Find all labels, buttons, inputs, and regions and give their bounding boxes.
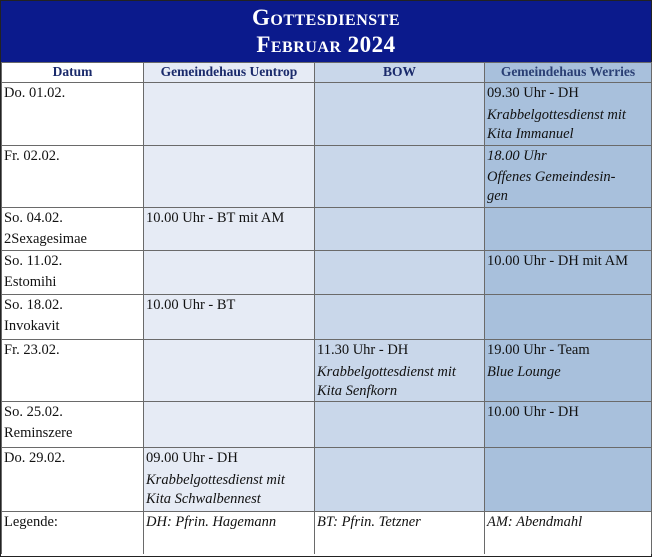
sunday-name: 2Sexagesimae <box>4 231 87 247</box>
table-row <box>2 208 652 251</box>
service-time: 18.00 Uhr <box>487 148 547 164</box>
date-cell <box>2 208 144 251</box>
schedule-table <box>1 62 652 554</box>
table-row <box>2 83 652 146</box>
service-time: 19.00 Uhr - Team <box>487 342 590 358</box>
uentrop-cell <box>144 208 315 251</box>
date-text: Fr. 02.02. <box>4 148 60 164</box>
header-row <box>2 63 652 83</box>
werries-cell <box>485 448 652 512</box>
service-desc: Krabbelgottesdienst mit <box>487 107 626 123</box>
legend-label-text: Legende: <box>4 514 58 530</box>
bow-cell <box>315 208 485 251</box>
werries-cell <box>485 146 652 208</box>
date-text: So. 04.02. <box>4 210 63 226</box>
table-row <box>2 448 652 512</box>
uentrop-cell <box>144 146 315 208</box>
bow-cell <box>315 146 485 208</box>
service-desc: Kita Immanuel <box>487 126 574 142</box>
legend-entry-bt <box>315 512 485 554</box>
uentrop-cell <box>144 295 315 340</box>
page-title <box>1 1 651 62</box>
date-text: So. 11.02. <box>4 253 63 269</box>
service-desc: Kita Senfkorn <box>317 383 398 399</box>
service-time: 10.00 Uhr - BT <box>146 297 236 313</box>
bow-cell <box>315 448 485 512</box>
sunday-name: Estomihi <box>4 274 57 290</box>
legend-entry-am <box>485 512 652 554</box>
date-text: So. 18.02. <box>4 297 63 313</box>
uentrop-cell <box>144 83 315 146</box>
werries-cell <box>485 295 652 340</box>
date-cell <box>2 402 144 448</box>
uentrop-cell <box>144 340 315 402</box>
legend-bt-text: BT: Pfrin. Tetzner <box>317 514 421 530</box>
date-cell <box>2 340 144 402</box>
service-desc: gen <box>487 188 508 204</box>
werries-cell <box>485 83 652 146</box>
service-time: 10.00 Uhr - DH <box>487 404 579 420</box>
date-text: So. 25.02. <box>4 404 63 420</box>
title-line-1: Gottesdienste <box>252 5 400 30</box>
uentrop-cell <box>144 251 315 295</box>
legend-row <box>2 512 652 554</box>
werries-cell <box>485 402 652 448</box>
legend-dh-text: DH: Pfrin. Hagemann <box>146 514 277 530</box>
werries-cell <box>485 208 652 251</box>
legend-entry-dh <box>144 512 315 554</box>
legend-label <box>2 512 144 554</box>
bow-cell <box>315 295 485 340</box>
header-bow: BOW <box>315 63 485 83</box>
service-desc: Blue Lounge <box>487 364 561 380</box>
date-cell <box>2 251 144 295</box>
service-time: 11.30 Uhr - DH <box>317 342 409 358</box>
service-time: 09.00 Uhr - DH <box>146 450 238 466</box>
bow-cell <box>315 402 485 448</box>
date-cell <box>2 83 144 146</box>
service-time: 09.30 Uhr - DH <box>487 85 579 101</box>
service-desc: Kita Schwalbennest <box>146 491 261 507</box>
header-datum: Datum <box>2 63 144 83</box>
date-text: Do. 29.02. <box>4 450 66 466</box>
sunday-name: Invokavit <box>4 318 60 334</box>
table-row <box>2 402 652 448</box>
sunday-name: Reminszere <box>4 425 73 441</box>
bow-cell <box>315 251 485 295</box>
service-desc: Krabbelgottesdienst mit <box>146 472 285 488</box>
bow-cell <box>315 340 485 402</box>
service-time: 10.00 Uhr - BT mit AM <box>146 210 285 226</box>
date-cell <box>2 295 144 340</box>
date-cell <box>2 448 144 512</box>
service-time: 10.00 Uhr - DH mit AM <box>487 253 628 269</box>
table-row <box>2 251 652 295</box>
uentrop-cell <box>144 448 315 512</box>
table-row <box>2 146 652 208</box>
service-desc: Offenes Gemeindesin- <box>487 169 616 185</box>
legend-am-text: AM: Abendmahl <box>487 514 583 530</box>
werries-cell <box>485 340 652 402</box>
bow-cell <box>315 83 485 146</box>
werries-cell <box>485 251 652 295</box>
date-text: Do. 01.02. <box>4 85 66 101</box>
header-werries: Gemeindehaus Werries <box>485 63 652 83</box>
uentrop-cell <box>144 402 315 448</box>
table-row <box>2 340 652 402</box>
service-desc: Krabbelgottesdienst mit <box>317 364 456 380</box>
date-cell <box>2 146 144 208</box>
title-line-2: Februar 2024 <box>256 32 396 57</box>
date-text: Fr. 23.02. <box>4 342 60 358</box>
table-row <box>2 295 652 340</box>
header-uentrop: Gemeindehaus Uentrop <box>144 63 315 83</box>
